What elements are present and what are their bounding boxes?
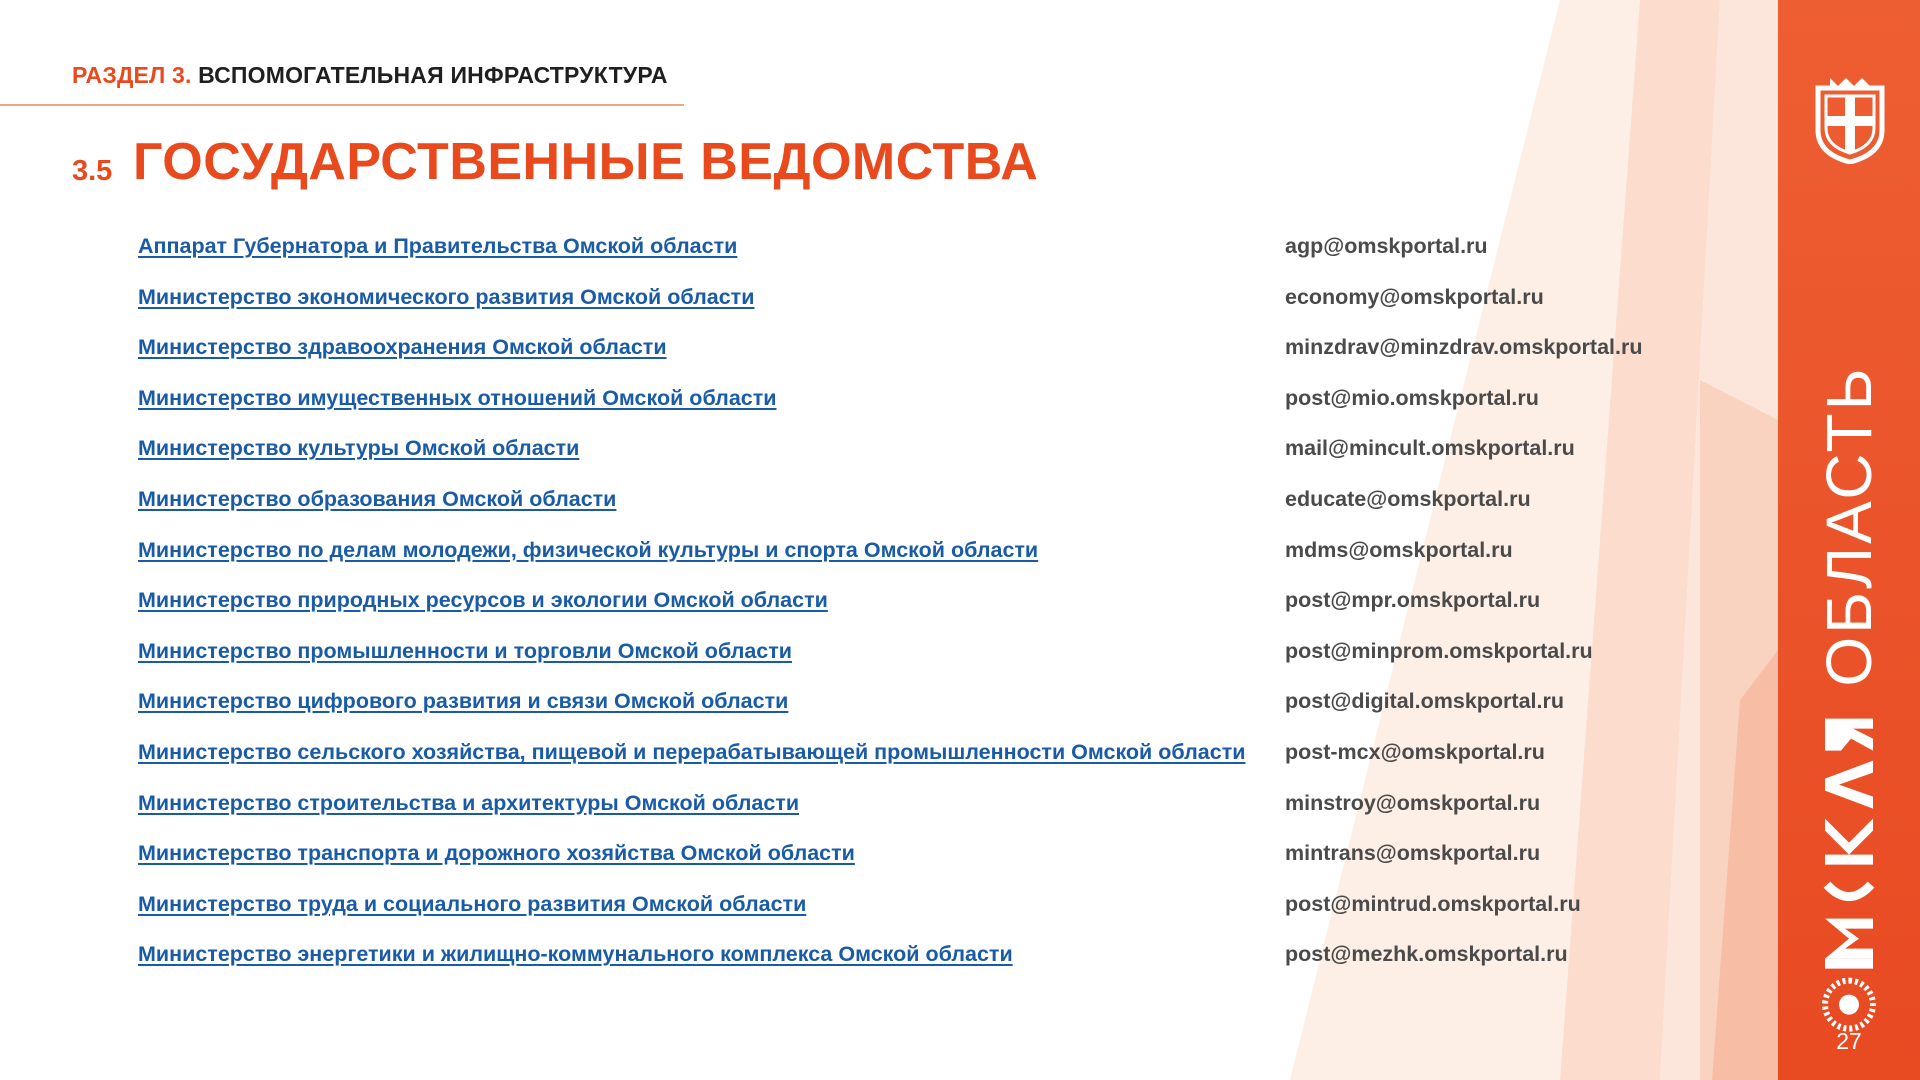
agency-email: mdms@omskportal.ru — [1285, 537, 1513, 562]
agency-row — [0, 430, 1780, 481]
agency-link[interactable]: Министерство культуры Омской области — [138, 436, 580, 461]
agency-row — [0, 380, 1780, 431]
agency-email: post@mezhk.omskportal.ru — [1285, 942, 1568, 967]
omsk-logo-icon — [1819, 705, 1879, 1035]
agency-link[interactable]: Министерство экономического развития Омской области — [138, 284, 755, 309]
coat-of-arms-icon — [1810, 74, 1890, 164]
agency-row — [0, 228, 1780, 279]
agency-link[interactable]: Министерство строительства и архитектуры Омской области — [138, 790, 800, 815]
agency-link[interactable]: Министерство транспорта и дорожного хозяйства Омской области — [138, 841, 855, 866]
page-title: ГОСУДАРСТВЕННЫЕ ВЕДОМСТВА — [133, 133, 1039, 191]
agency-row — [0, 936, 1780, 987]
agency-link[interactable]: Аппарат Губернатора и Правительства Омской области — [138, 234, 738, 258]
agency-row — [0, 683, 1780, 734]
agency-link[interactable]: Министерство энергетики и жилищно-коммунального комплекса Омской области — [138, 942, 1013, 967]
agency-email: post-mcx@omskportal.ru — [1285, 739, 1545, 764]
agency-row — [0, 785, 1780, 836]
agency-email: agp@omskportal.ru — [1285, 234, 1488, 258]
agency-link[interactable]: Министерство имущественных отношений Омской области — [138, 385, 777, 410]
brand-wordmark — [1812, 365, 1886, 1034]
brand-sidebar — [1778, 0, 1920, 1080]
agency-link[interactable]: Министерство промышленности и торговли Омской области — [138, 638, 793, 663]
agency-row — [0, 886, 1780, 937]
header-divider — [0, 104, 684, 106]
agency-email: post@minprom.omskportal.ru — [1285, 638, 1593, 663]
agency-row — [0, 734, 1780, 785]
title-number: 3.5 — [72, 155, 113, 187]
agency-row — [0, 481, 1780, 532]
agency-email: mail@mincult.omskportal.ru — [1285, 436, 1575, 461]
section-title: ВСПОМОГАТЕЛЬНАЯ ИНФРАСТРУКТУРА — [198, 62, 668, 88]
agency-link[interactable]: Министерство труда и социального развития Омской области — [138, 891, 807, 916]
agency-list — [0, 228, 1780, 987]
agency-row — [0, 279, 1780, 330]
brand-word-oblast: ОБЛАСТЬ — [1813, 365, 1885, 687]
agency-link[interactable]: Министерство образования Омской области — [138, 486, 617, 511]
agency-row — [0, 329, 1780, 380]
section-label: РАЗДЕЛ 3. — [72, 62, 192, 88]
agency-email: post@digital.omskportal.ru — [1285, 689, 1564, 714]
agency-email: post@mpr.omskportal.ru — [1285, 588, 1541, 613]
agency-email: minstroy@omskportal.ru — [1285, 790, 1541, 815]
agency-email: economy@omskportal.ru — [1285, 284, 1544, 309]
agency-email: post@mintrud.omskportal.ru — [1285, 891, 1581, 916]
agency-link[interactable]: Министерство здравоохранения Омской области — [138, 335, 667, 360]
agency-row — [0, 582, 1780, 633]
agency-link[interactable]: Министерство сельского хозяйства, пищевой и перерабатывающей промышленности Омской области — [138, 739, 1246, 764]
agency-email: educate@omskportal.ru — [1285, 486, 1531, 511]
agency-email: minzdrav@minzdrav.omskportal.ru — [1285, 335, 1643, 360]
agency-row — [0, 835, 1780, 886]
agency-row — [0, 633, 1780, 684]
agency-email: post@mio.omskportal.ru — [1285, 385, 1539, 410]
page-number: 27 — [1836, 1028, 1862, 1054]
agency-link[interactable]: Министерство цифрового развития и связи Омской области — [138, 689, 789, 714]
agency-link[interactable]: Министерство по делам молодежи, физической культуры и спорта Омской области — [138, 537, 1039, 562]
section-header — [72, 62, 668, 89]
agency-row — [0, 532, 1780, 583]
agency-link[interactable]: Министерство природных ресурсов и экологии Омской области — [138, 588, 828, 613]
agency-email: mintrans@omskportal.ru — [1285, 841, 1541, 866]
